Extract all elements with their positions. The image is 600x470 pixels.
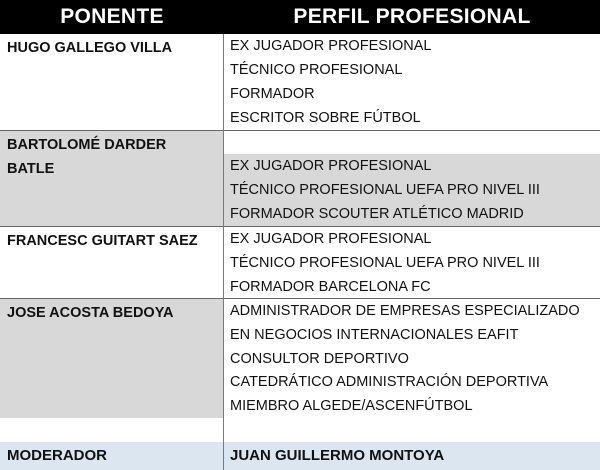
profile-line: CONSULTOR DEPORTIVO — [230, 351, 409, 367]
moderator-name: JUAN GUILLERMO MONTOYA — [230, 447, 445, 464]
profile-line: CATEDRÁTICO ADMINISTRACIÓN DEPORTIVA — [230, 374, 549, 390]
profile-line: TÉCNICO PROFESIONAL — [230, 62, 403, 78]
speaker-name: HUGO GALLEGO VILLA — [7, 40, 173, 56]
speaker-name: BARTOLOMÉ DARDER BATLE — [7, 137, 167, 177]
profile-cell-blank — [224, 130, 600, 155]
profile-line: EX JUGADOR PROFESIONAL — [230, 231, 432, 247]
speaker-row — [0, 298, 224, 371]
profile-cell — [224, 154, 600, 226]
profile-line: TÉCNICO PROFESIONAL UEFA PRO NIVEL III — [230, 182, 540, 198]
moderator-label: MODERADOR — [7, 447, 107, 464]
moderator-label-cell — [0, 442, 224, 470]
profile-line: MIEMBRO ALGEDE/ASCENFÚTBOL — [230, 398, 473, 414]
profile-line: EX JUGADOR PROFESIONAL — [230, 38, 432, 54]
speaker-row — [0, 226, 224, 299]
header-perfil-profesional: PERFIL PROFESIONAL — [224, 0, 600, 34]
speaker-row-continued — [0, 370, 224, 418]
header-ponente: PONENTE — [0, 0, 224, 34]
profile-cell — [224, 298, 600, 371]
speaker-column — [0, 34, 224, 470]
speaker-row — [0, 34, 224, 130]
spacer-row — [224, 418, 600, 442]
profile-line: EX JUGADOR PROFESIONAL — [230, 158, 432, 174]
profile-cell — [224, 34, 600, 130]
speaker-row — [0, 130, 224, 227]
profile-line: ESCRITOR SOBRE FÚTBOL — [230, 110, 421, 126]
column-divider — [223, 34, 224, 470]
profile-line: EN NEGOCIOS INTERNACIONALES EAFIT — [230, 327, 519, 343]
profile-cell — [224, 370, 600, 418]
speaker-name: JOSE ACOSTA BEDOYA — [7, 305, 174, 321]
profile-cell — [224, 226, 600, 299]
profile-column — [224, 34, 600, 470]
profile-line: FORMADOR — [230, 86, 315, 102]
profile-line: TÉCNICO PROFESIONAL UEFA PRO NIVEL III — [230, 255, 540, 271]
spacer-row — [0, 418, 224, 442]
moderator-name-cell — [224, 442, 600, 470]
profile-line: FORMADOR SCOUTER ATLÉTICO MADRID — [230, 206, 524, 222]
speaker-name: FRANCESC GUITART SAEZ — [7, 233, 198, 249]
profile-line: FORMADOR BARCELONA FC — [230, 279, 431, 295]
profile-line: ADMINISTRADOR DE EMPRESAS ESPECIALIZADO — [230, 303, 580, 319]
